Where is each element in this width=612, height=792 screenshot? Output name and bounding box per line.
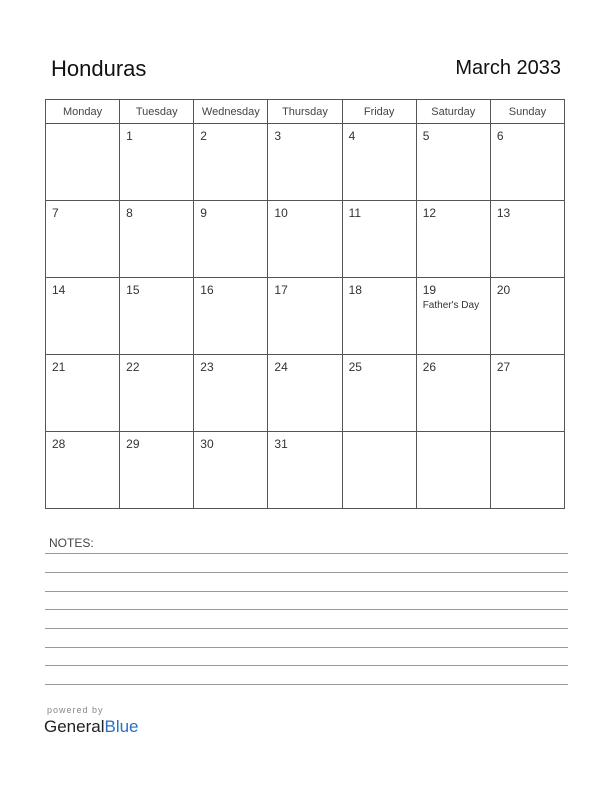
note-line [45, 628, 568, 629]
day-number: 13 [496, 206, 511, 220]
calendar-day-cell [416, 124, 490, 201]
calendar-day-cell [490, 201, 564, 278]
calendar-day-cell [194, 278, 268, 355]
calendar-day-cell [120, 355, 194, 432]
calendar-day-cell [490, 278, 564, 355]
note-line [45, 609, 568, 610]
calendar-day-cell [490, 124, 564, 201]
calendar-day-cell [120, 201, 194, 278]
calendar-week-row [46, 201, 565, 278]
note-line [45, 572, 568, 573]
day-number: 19 [422, 283, 437, 297]
holiday-label: Father's Day [422, 300, 480, 311]
note-line [45, 665, 568, 666]
day-number: 18 [348, 283, 362, 297]
day-number: 9 [200, 206, 207, 220]
day-number: 8 [126, 206, 133, 220]
day-number: 17 [274, 283, 288, 297]
day-number: 14 [52, 283, 66, 297]
day-number: 1 [126, 129, 133, 143]
calendar-day-cell [194, 201, 268, 278]
weekday-header: Thursday [268, 100, 342, 124]
calendar-day-cell [342, 278, 416, 355]
calendar-day-cell [342, 432, 416, 509]
calendar-day-cell [46, 432, 120, 509]
day-number: 23 [200, 360, 214, 374]
country-title: Honduras [51, 56, 147, 81]
calendar-day-cell [268, 432, 342, 509]
calendar-day-cell [342, 124, 416, 201]
calendar-week-row [46, 355, 565, 432]
day-number: 30 [200, 437, 214, 451]
calendar-day-cell [46, 201, 120, 278]
calendar-day-cell [416, 432, 490, 509]
calendar-day-cell [268, 355, 342, 432]
day-number: 7 [52, 206, 59, 220]
calendar-day-cell [120, 432, 194, 509]
generalblue-logo [44, 717, 139, 737]
day-number: 6 [496, 129, 504, 143]
day-number: 27 [496, 360, 511, 374]
calendar-day-cell [46, 355, 120, 432]
day-number: 28 [52, 437, 66, 451]
note-line [45, 591, 568, 592]
calendar-day-cell [194, 124, 268, 201]
weekday-header: Saturday [416, 100, 490, 124]
calendar-day-cell [416, 278, 490, 355]
day-number: 26 [422, 360, 437, 374]
calendar-day-cell [342, 201, 416, 278]
day-number: 2 [200, 129, 207, 143]
weekday-header: Monday [46, 100, 120, 124]
calendar-day-cell [268, 201, 342, 278]
weekday-header: Tuesday [120, 100, 194, 124]
calendar-day-cell [120, 124, 194, 201]
day-number: 11 [348, 206, 362, 220]
brand-general: General [44, 717, 105, 736]
day-number: 12 [422, 206, 437, 220]
day-number: 4 [348, 129, 356, 143]
brand-blue: Blue [104, 717, 139, 736]
calendar-day-cell [46, 278, 120, 355]
note-line [45, 553, 568, 554]
calendar-day-cell [342, 355, 416, 432]
day-number: 22 [126, 360, 140, 374]
calendar-day-cell [416, 201, 490, 278]
day-number: 31 [274, 437, 288, 451]
day-number: 29 [126, 437, 140, 451]
calendar-day-cell [268, 278, 342, 355]
weekday-header: Friday [342, 100, 416, 124]
calendar-day-cell [490, 432, 564, 509]
calendar-day-cell [46, 124, 120, 201]
weekday-header: Sunday [490, 100, 564, 124]
notes-label: NOTES: [49, 536, 94, 550]
powered-by-text: powered by [47, 705, 104, 715]
day-number: 20 [496, 283, 511, 297]
weekday-header-row [46, 100, 565, 124]
day-number: 25 [348, 360, 362, 374]
day-number: 10 [274, 206, 288, 220]
calendar-week-row [46, 124, 565, 201]
day-number: 21 [52, 360, 66, 374]
calendar-day-cell [416, 355, 490, 432]
note-line [45, 647, 568, 648]
day-number: 16 [200, 283, 214, 297]
calendar-grid [45, 99, 565, 509]
month-year-title: March 2033 [455, 57, 561, 79]
weekday-header: Wednesday [194, 100, 268, 124]
day-number: 15 [126, 283, 140, 297]
calendar-day-cell [490, 355, 564, 432]
calendar-day-cell [120, 278, 194, 355]
day-number: 5 [422, 129, 430, 143]
calendar-day-cell [194, 432, 268, 509]
day-number: 3 [274, 129, 282, 143]
calendar-week-row [46, 278, 565, 355]
calendar-day-cell [268, 124, 342, 201]
note-line [45, 684, 568, 685]
day-number: 24 [274, 360, 288, 374]
calendar-week-row [46, 432, 565, 509]
calendar-day-cell [194, 355, 268, 432]
